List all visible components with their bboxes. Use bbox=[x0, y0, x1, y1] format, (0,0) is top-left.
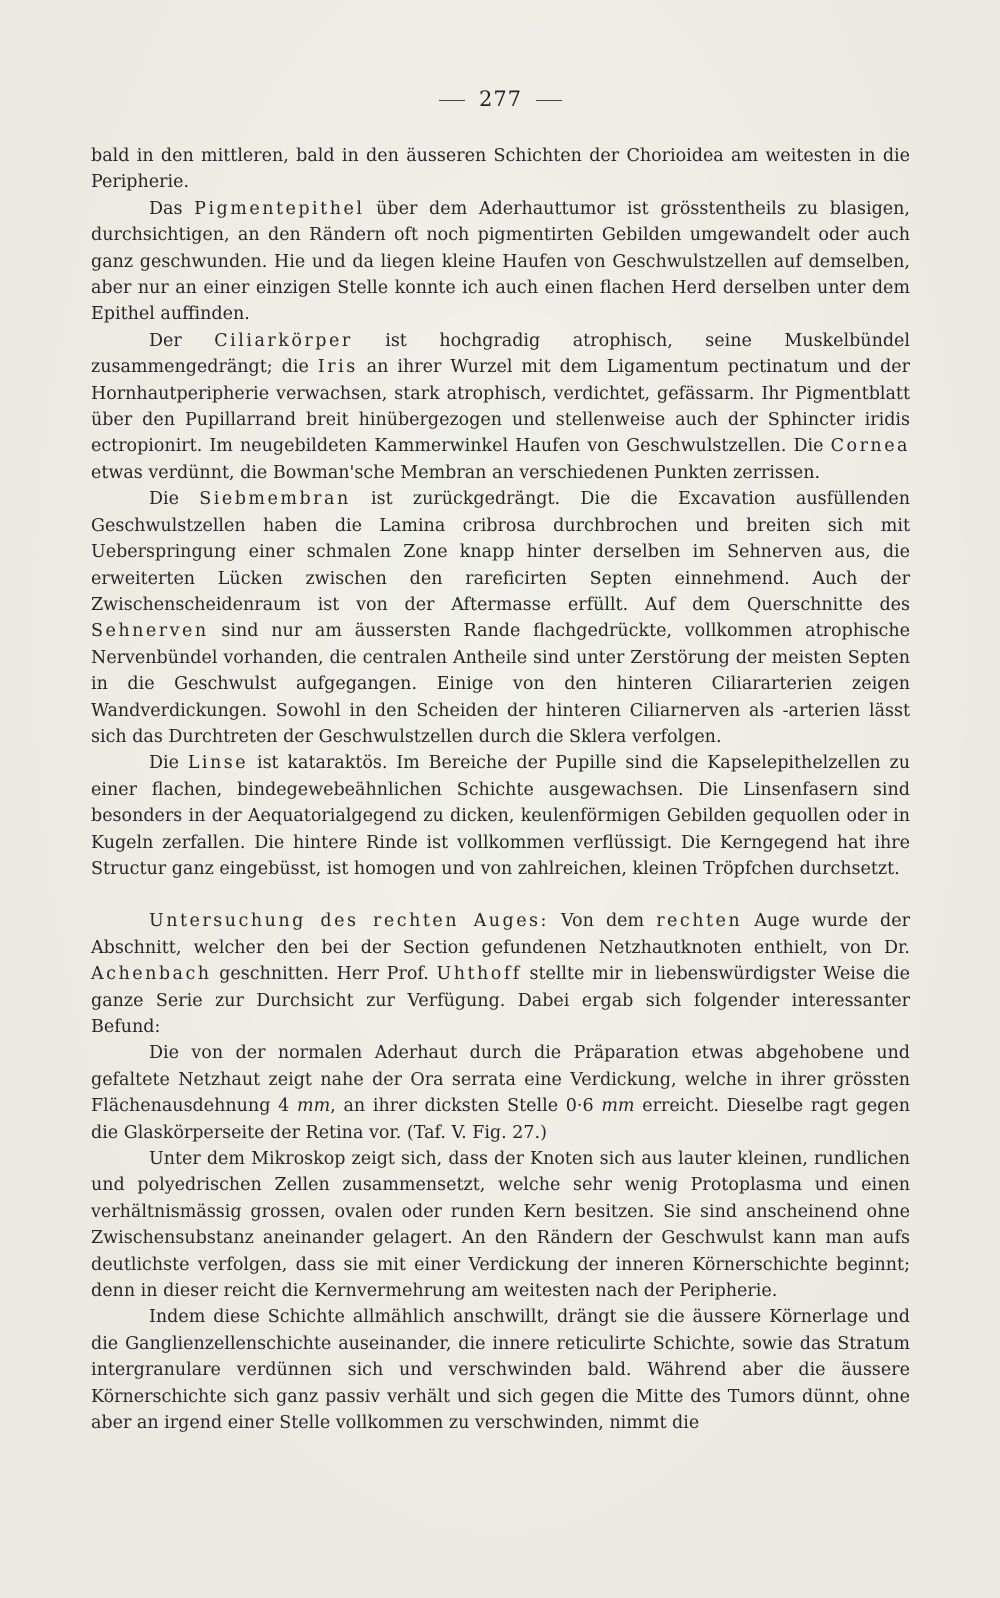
italic-unit: mm bbox=[601, 1096, 635, 1117]
page-header bbox=[91, 86, 910, 112]
text-run: Die von der normalen Aderhaut durch die Präparation etwas abgehobene und gefaltete Netzhaut zeigt nahe der Ora serrata eine Verdickung, welche in ihrer grössten Flächenausdehnung 4 bbox=[91, 1043, 910, 1117]
text-run: ist kataraktös. Im Bereiche der Pupille sind die Kapselepithelzellen zu einer flachen, bindegewebeähnlichen Schichte ausgewachsen. Die Linsenfasern sind besonders in der Aequatorialgegend zu dicken, keulenförmigen Gebilden gequollen oder in Kugeln zerfallen. Die hintere Rinde ist vollkommen verflüssigt. Die Kerngegend hat ihre Structur ganz eingebüsst, ist homogen und von zahlreichen, kleinen Tröpfchen durchsetzt. bbox=[91, 753, 910, 879]
text-run: Unter dem Mikroskop zeigt sich, dass der Knoten sich aus lauter kleinen, rundlichen und polyedrischen Zellen zusammensetzt, welche sehr wenig Protoplasma und einen verhältnismässig grossen, ovalen oder runden Kern besitzen. Sie sind anscheinend ohne Zwischensubstanz aneinander gelagert. An den Rändern der Geschwulst kann man aufs deutlichste verfolgen, dass sie mit einer Verdickung der inneren Körnerschichte beginnt; denn in dieser reicht die Kernvermehrung am weitesten nach der Peripherie. bbox=[91, 1149, 910, 1302]
page-number: 277 bbox=[478, 87, 523, 111]
paragraph-rechtes-auge bbox=[91, 908, 910, 1040]
spaced-term: Cornea bbox=[830, 436, 910, 457]
paragraph-mikroskop bbox=[91, 1146, 910, 1304]
right-dash bbox=[536, 100, 562, 101]
paragraph-pigmentepithel bbox=[91, 196, 910, 328]
text-run: Der bbox=[149, 330, 215, 351]
body-text bbox=[91, 143, 910, 1437]
spaced-term: Untersuchung des rechten Auges: bbox=[149, 911, 549, 932]
paragraph-schichte bbox=[91, 1304, 910, 1436]
spaced-term: Pigmentepithel bbox=[194, 198, 365, 219]
text-run: Indem diese Schichte allmählich anschwillt, drängt sie die äussere Körnerlage und die Ganglienzellenschichte auseinander, die innere reticulirte Schichte, sowie das Stratum intergranulare verdünnen sich und verschwinden bald. Während aber die äussere Körnerschichte sich ganz passiv verhält und sich gegen die Mitte des Tumors dünnt, ohne aber an irgend einer Stelle vollkommen zu verschwinden, nimmt die bbox=[91, 1307, 910, 1434]
paragraph-netzhaut bbox=[91, 1040, 910, 1146]
italic-unit: mm bbox=[296, 1096, 331, 1117]
text-run: Von dem bbox=[548, 911, 657, 932]
spaced-term: Linse bbox=[187, 753, 249, 774]
spaced-term: Sehnerven bbox=[91, 621, 209, 642]
spaced-term: rechten bbox=[656, 911, 743, 932]
text-run: sind nur am äussersten Rande flachgedrückte, vollkommen atrophische Nervenbündel vorhanden, die centralen Antheile sind unter Zerstörung der meisten Septen in die Geschwulst aufgegangen. Einige von den hinteren Ciliararterien zeigen Wandverdickungen. Sowohl in den Scheiden der hinteren Ciliarnerven als -arterien lässt sich das Durchtreten der Geschwulstzellen durch die Sklera verfolgen. bbox=[91, 621, 910, 747]
text-run: Die bbox=[149, 753, 188, 774]
text-run: Das bbox=[149, 198, 195, 219]
text-run: Auge wurde der Abschnitt, welcher den bei der Section gefundenen Netzhautknoten enthielt, von Dr. bbox=[91, 911, 910, 958]
text-run: Die bbox=[149, 489, 200, 510]
spaced-term: Uhthoff bbox=[436, 964, 522, 985]
text-run: an ihrer Wurzel mit dem Ligamentum pectinatum und der Hornhautperipherie verwachsen, stark atrophisch, verdichtet, gefässarm. Ihr Pigmentblatt über den Pupillarrand breit hinübergezogen und stellenweise auch der Sphincter iridis ectropionirt. Im neugebildeten Kammerwinkel Haufen von Geschwulstzellen. Die bbox=[91, 357, 910, 457]
spaced-term: Iris bbox=[317, 357, 358, 378]
paragraph-continuation bbox=[91, 143, 910, 196]
paragraph-ciliarkoerper bbox=[91, 328, 910, 486]
text-run: bald in den mittleren, bald in den äusseren Schichten der Chorioidea am weitesten in die Peripherie. bbox=[91, 146, 910, 193]
text-run: ist zurückgedrängt. Die die Excavation ausfüllenden Geschwulstzellen haben die Lamina cribrosa durchbrochen und breiten sich mit Ueberspringung einer schmalen Zone knapp hinter derselben im Sehnerven aus, die erweiterten Lücken zwischen den rareficirten Septen einnehmend. Auch der Zwischenscheidenraum ist von der Aftermasse erfüllt. Auf dem Querschnitte des bbox=[91, 489, 910, 615]
text-run: über dem Aderhauttumor ist grösstentheils zu blasigen, durchsichtigen, an den Rändern oft noch pigmentirten Gebilden umgewandelt oder auch ganz geschwunden. Hie und da liegen kleine Haufen von Geschwulstzellen auf demselben, aber nur an einer einzigen Stelle konnte ich auch einen flachen Herd derselben unter dem Epithel auffinden. bbox=[91, 198, 910, 325]
spaced-term: Achenbach bbox=[91, 964, 212, 985]
text-run: ist hochgradig atrophisch, seine Muskelbündel zusammengedrängt; die bbox=[91, 330, 911, 378]
text-run: etwas verdünnt, die Bowman'sche Membran an verschiedenen Punkten zerrissen. bbox=[91, 462, 821, 483]
text-run: erreicht. Dieselbe ragt gegen die Glaskörperseite der Retina vor. (Taf. V. Fig. 27.) bbox=[91, 1096, 911, 1143]
spaced-term: Ciliarkörper bbox=[214, 330, 353, 351]
text-run: stellte mir in liebenswürdigster Weise die ganze Serie zur Durchsicht zur Verfügung. Dabei ergab sich folgender interessanter Befund: bbox=[91, 964, 910, 1037]
paragraph-linse bbox=[91, 750, 910, 882]
paragraph-siebmembran bbox=[91, 486, 910, 750]
text-run: , an ihrer dicksten Stelle 0·6 bbox=[330, 1096, 602, 1117]
left-dash bbox=[439, 100, 465, 101]
text-run: geschnitten. Herr Prof. bbox=[211, 964, 437, 985]
spaced-term: Siebmembran bbox=[199, 489, 351, 510]
